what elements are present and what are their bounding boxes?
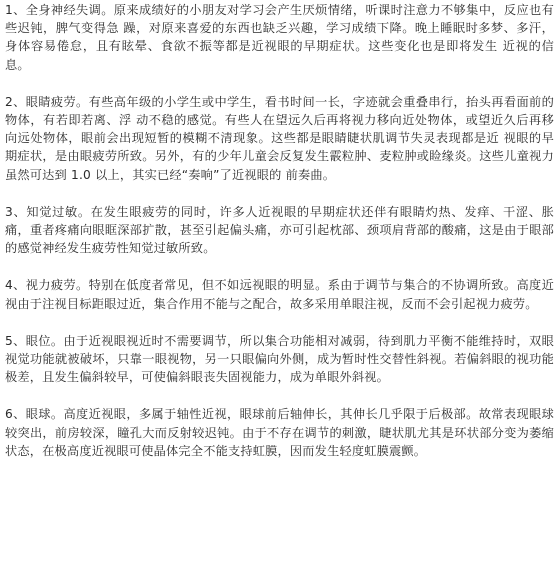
paragraph-symptom-2: 2、眼睛疲劳。有些高年级的小学生或中学生，看书时间一长，字迹就会重叠串行，抬头再看面前的物体，有若即若离、浮 动不稳的感觉。有些人在望远久后再将视力移向近处物体，或望近久后再移向远处物体，眼前会出现短暂的模糊不清现象。这些都是眼睛睫状肌调节失灵表现都是近 视眼的早期症状，是由眼疲劳所致。另外，有的少年儿童会反复发生霰粒肿、麦粒肿或睑缘炎。这些儿童视力虽然可达到 1.0 以上，其实已经“奏响”了近视眼的 前奏曲。: [5, 94, 554, 182]
paragraph-symptom-1: 1、全身神经失调。原来成绩好的小朋友对学习会产生厌烦情绪，听课时注意力不够集中，反应也有些迟钝，脾气变得急 躁，对原来喜爱的东西也缺乏兴趣，学习成绩下降。晚上睡眠时多梦、多汗，身体容易倦怠，且有眩晕、食欲不振等都是近视眼的早期症状。这些变化也是即将发生 近视的信息。: [5, 3, 554, 72]
article-body: [0, 1, 560, 460]
paragraph-symptom-3: 3、知觉过敏。在发生眼疲劳的同时，许多人近视眼的早期症状还伴有眼睛灼热、发痒、干涩、胀痛，重者疼痛向眼眶深部扩散，甚至引起偏头痛，亦可引起枕部、颈项肩背部的酸痛，这是由于眼部的感觉神经发生疲劳性知觉过敏所致。: [5, 204, 554, 256]
paragraph-symptom-4: 4、视力疲劳。特别在低度者常见，但不如远视眼的明显。系由于调节与集合的不协调所致。高度近视由于注视目标距眼过近，集合作用不能与之配合，故多采用单眼注视，反而不会引起视力疲劳。: [5, 278, 554, 311]
paragraph-symptom-6: 6、眼球。高度近视眼，多属于轴性近视，眼球前后轴伸长，其伸长几乎限于后极部。故常表现眼球较突出，前房较深，瞳孔大而反射较迟钝。由于不存在调节的刺激，睫状肌尤其是环状部分变为萎缩状态，在极高度近视眼可使晶体完全不能支持虹膜，因而发生轻度虹膜震颤。: [5, 407, 554, 458]
paragraph-symptom-5: 5、眼位。由于近视眼视近时不需要调节，所以集合功能相对减弱，待到肌力平衡不能维持时，双眼视觉功能就被破坏，只靠一眼视物，另一只眼偏向外侧，成为暂时性交替性斜视。若偏斜眼的视功能极差，且发生偏斜较早，可使偏斜眼丧失固视能力，成为单眼外斜视。: [5, 333, 554, 385]
